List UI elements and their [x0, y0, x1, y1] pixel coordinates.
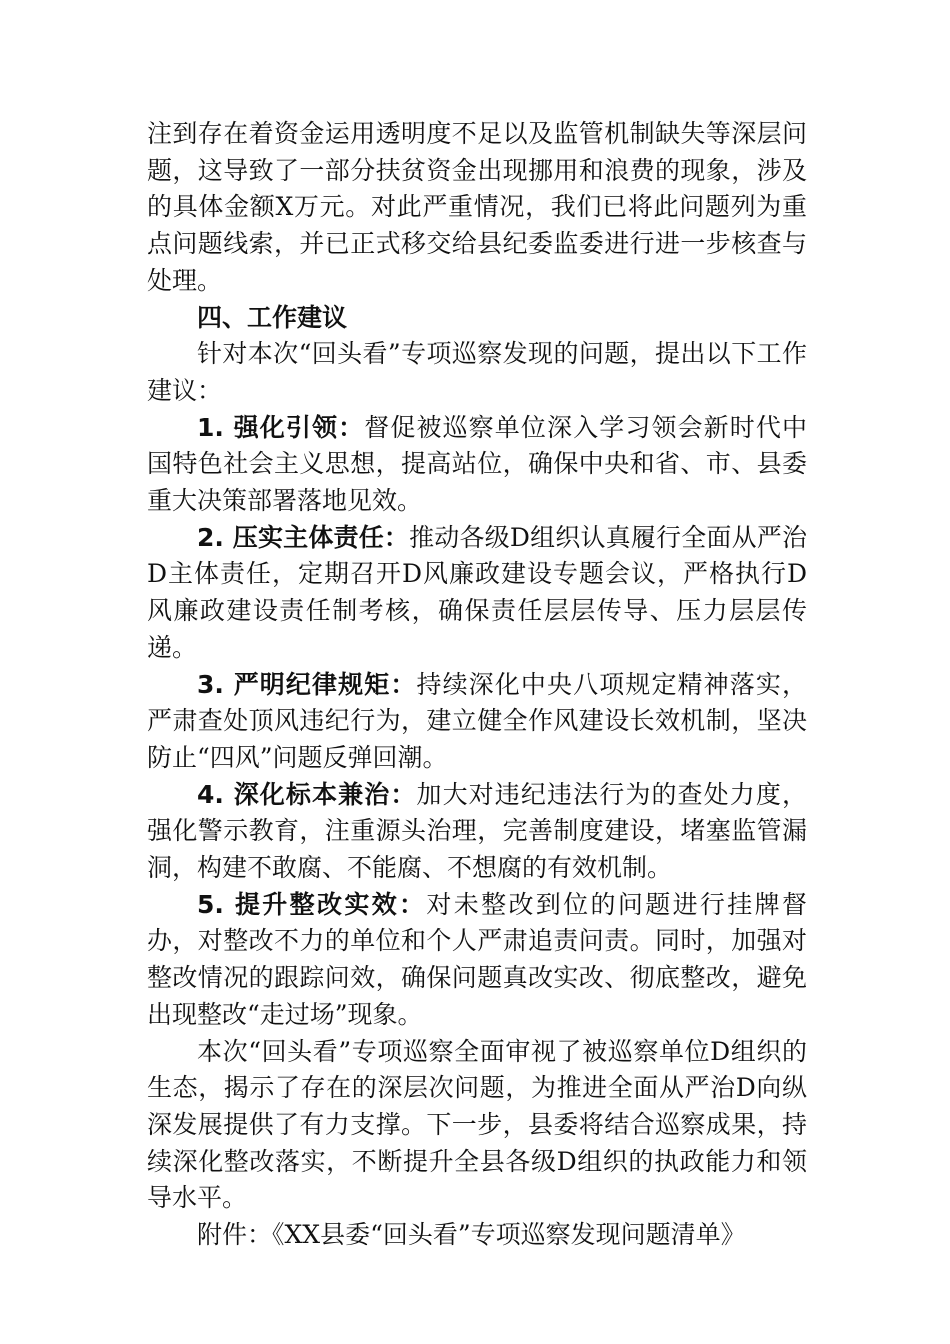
suggestion-text: 推动各级D组织认真履行全面从严治D主体责任，定期召开D风廉政建设专题会议，严格执行D风廉政建设责任制考核，确保责任层层传导、压力层层传递。 — [147, 522, 807, 662]
document-page — [147, 116, 807, 1254]
suggestion-item — [147, 410, 807, 520]
suggestion-item — [147, 520, 807, 667]
suggestion-text: 对未整改到位的问题进行挂牌督办，对整改不力的单位和个人严肃追责问责。同时，加强对整改情况的跟踪问效，确保问题真改实改、彻底整改，避免出现整改“走过场”现象。 — [147, 889, 807, 1029]
suggestion-lead: 1. 强化引领： — [197, 412, 365, 442]
suggestion-lead: 3. 严明纪律规矩： — [197, 669, 417, 699]
suggestion-text: 加大对违纪违法行为的查处力度，强化警示教育，注重源头治理，完善制度建设，堵塞监管漏洞，构建不敢腐、不能腐、不想腐的有效机制。 — [147, 779, 807, 883]
suggestion-text: 持续深化中央八项规定精神落实，严肃查处顶风违纪行为，建立健全作风建设长效机制，坚决防止“四风”问题反弹回潮。 — [147, 669, 807, 772]
suggestion-item — [147, 887, 807, 1034]
attachment-line: 附件：《XX县委“回头看”专项巡察发现问题清单》 — [197, 1220, 746, 1250]
suggestion-item — [147, 777, 807, 887]
suggestion-lead: 5. 提升整改实效： — [197, 889, 427, 919]
intro-paragraph: 针对本次“回头看”专项巡察发现的问题，提出以下工作建议： — [147, 339, 807, 405]
suggestion-lead: 4. 深化标本兼治： — [197, 779, 417, 809]
section-heading: 四、工作建议 — [197, 302, 348, 332]
suggestion-lead: 2. 压实主体责任： — [197, 522, 410, 552]
conclusion-paragraph: 本次“回头看”专项巡察全面审视了被巡察单位D组织的生态，揭示了存在的深层次问题，为推进全面从严治D向纵深发展提供了有力支撑。下一步，县委将结合巡察成果，持续深化整改落实，不断提升全县各级D组织的执政能力和领导水平。 — [147, 1036, 807, 1213]
paragraph-continued: 注到存在着资金运用透明度不足以及监管机制缺失等深层问题，这导致了一部分扶贫资金出现挪用和浪费的现象，涉及的具体金额X万元。对此严重情况，我们已将此问题列为重点问题线索，并已正式移交给县纪委监委进行进一步核查与处理。 — [147, 119, 807, 295]
suggestion-text: 督促被巡察单位深入学习领会新时代中国特色社会主义思想，提高站位，确保中央和省、市、县委重大决策部署落地见效。 — [147, 412, 807, 516]
suggestion-item — [147, 667, 807, 777]
